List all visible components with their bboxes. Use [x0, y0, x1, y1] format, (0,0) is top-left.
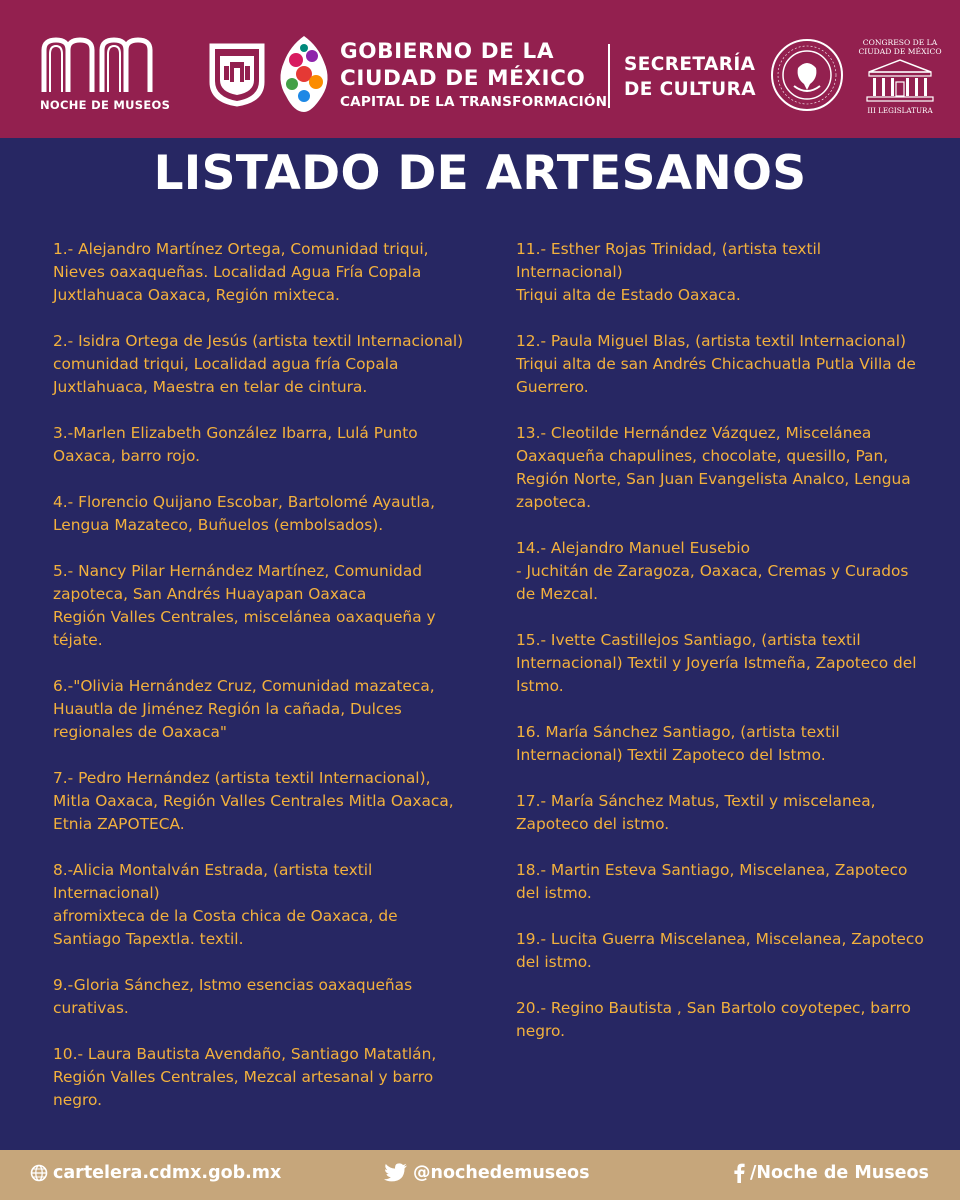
gobierno-line-2: CIUDAD DE MÉXICO: [340, 66, 586, 91]
facebook-icon: [733, 1163, 745, 1183]
gobierno-slogan: CAPITAL DE LA TRANSFORMACIÓN: [340, 94, 608, 110]
artisan-entry: 14.- Alejandro Manuel Eusebio - Juchitán de Zaragoza, Oaxaca, Cremas y Curados de Mezcal.: [516, 539, 909, 603]
artisan-entry: 11.- Esther Rojas Trinidad, (artista textil Internacional) Triqui alta de Estado Oaxaca.: [516, 240, 822, 304]
artisan-entry: 3.-Marlen Elizabeth González Ibarra, Lulá Punto Oaxaca, barro rojo.: [53, 424, 418, 465]
artisan-entry: 15.- Ivette Castillejos Santiago, (artista textil Internacional) Textil y Joyería Istmeña, Zapoteco del Istmo.: [516, 631, 917, 695]
footer-bar: [0, 1150, 960, 1200]
footer-twitter[interactable]: [384, 1163, 590, 1183]
footer-facebook-text: /Noche de Museos: [750, 1163, 929, 1183]
artisan-entry: 9.-Gloria Sánchez, Istmo esencias oaxaqueñas curativas.: [53, 976, 413, 1017]
artisan-entry: 20.- Regino Bautista , San Bartolo coyotepec, barro negro.: [516, 999, 911, 1040]
footer-twitter-text: @nochedemuseos: [413, 1163, 590, 1183]
secretaria-line-1: SECRETARÍA: [624, 54, 756, 75]
artisan-entry: 16. María Sánchez Santiago, (artista textil Internacional) Textil Zapoteco del Istmo.: [516, 723, 840, 764]
globe-icon: [30, 1164, 48, 1182]
artisans-list-right: [516, 238, 936, 1066]
congreso-legislatura: III LEGISLATURA: [867, 106, 933, 115]
gobierno-cdmx-logo-text: [340, 38, 607, 110]
flowers-emblem-icon: [274, 34, 334, 114]
congreso-line-1: CONGRESO DE LA: [862, 38, 938, 47]
header-divider: [608, 44, 610, 108]
congreso-cdmx-logo: [858, 38, 942, 115]
artisan-entry: 1.- Alejandro Martínez Ortega, Comunidad triqui, Nieves oaxaqueñas. Localidad Agua Fría Copala Juxtlahuaca Oaxaca, Región mixteca.: [53, 240, 429, 304]
page-title: LISTADO DE ARTESANOS: [153, 146, 807, 201]
artisan-entry: 6.-"Olivia Hernández Cruz, Comunidad mazateca, Huautla de Jiménez Región la cañada, Dulces regionales de Oaxaca": [53, 677, 435, 741]
secretaria-cultura-text: [624, 52, 756, 102]
artisan-entry: 10.- Laura Bautista Avendaño, Santiago Matatlán, Región Valles Centrales, Mezcal artesanal y barro negro.: [53, 1045, 437, 1109]
artisan-entry: 2.- Isidra Ortega de Jesús (artista textil Internacional) comunidad triqui, Localidad agua fría Copala Juxtlahuaca, Maestra en telar de cintura.: [53, 332, 464, 396]
footer-facebook[interactable]: [733, 1163, 929, 1183]
nm-logo-text: NOCHE DE MUSEOS: [40, 98, 171, 112]
artisans-list-left: [53, 238, 473, 1135]
artisan-entry: 13.- Cleotilde Hernández Vázquez, Miscelánea Oaxaqueña chapulines, chocolate, quesillo, Pan, Región Norte, San Juan Evangelista Analco, Lengua zapoteca.: [516, 424, 911, 511]
artisan-entry: 4.- Florencio Quijano Escobar, Bartolomé Ayautla, Lengua Mazateco, Buñuelos (embolsados).: [53, 493, 436, 534]
congreso-line-2: CIUDAD DE MÉXICO: [858, 47, 942, 56]
footer-website-text: cartelera.cdmx.gob.mx: [53, 1163, 282, 1183]
artisan-entry: 12.- Paula Miguel Blas, (artista textil Internacional) Triqui alta de san Andrés Chicachuatla Putla Villa de Guerrero.: [516, 332, 916, 396]
artisan-entry: 17.- María Sánchez Matus, Textil y miscelanea, Zapoteco del istmo.: [516, 792, 876, 833]
congress-seal-icon: [770, 38, 844, 112]
twitter-icon: [384, 1163, 408, 1183]
footer-website[interactable]: [30, 1163, 281, 1183]
cdmx-shield-icon: [208, 42, 266, 108]
header-bar: [0, 0, 960, 138]
congress-building-icon: [865, 58, 935, 104]
artisan-entry: 19.- Lucita Guerra Miscelanea, Miscelanea, Zapoteco del istmo.: [516, 930, 924, 971]
artisan-entry: 7.- Pedro Hernández (artista textil Internacional), Mitla Oaxaca, Región Valles Centrales Mitla Oaxaca, Etnia ZAPOTECA.: [53, 769, 454, 833]
artisan-entry: 18.- Martin Esteva Santiago, Miscelanea, Zapoteco del istmo.: [516, 861, 908, 902]
secretaria-line-2: DE CULTURA: [624, 79, 756, 100]
artisan-entry: 5.- Nancy Pilar Hernández Martínez, Comunidad zapoteca, San Andrés Huayapan Oaxaca Región Valles Centrales, miscelánea oaxaqueña y téjate.: [53, 562, 436, 649]
gobierno-line-1: GOBIERNO DE LA: [340, 39, 555, 64]
nm-logo-icon: [40, 36, 164, 94]
noche-de-museos-logo: [40, 36, 171, 112]
artisan-entry: 8.-Alicia Montalván Estrada, (artista textil Internacional) afromixteca de la Costa chica de Oaxaca, de Santiago Tapextla. textil.: [53, 861, 398, 948]
